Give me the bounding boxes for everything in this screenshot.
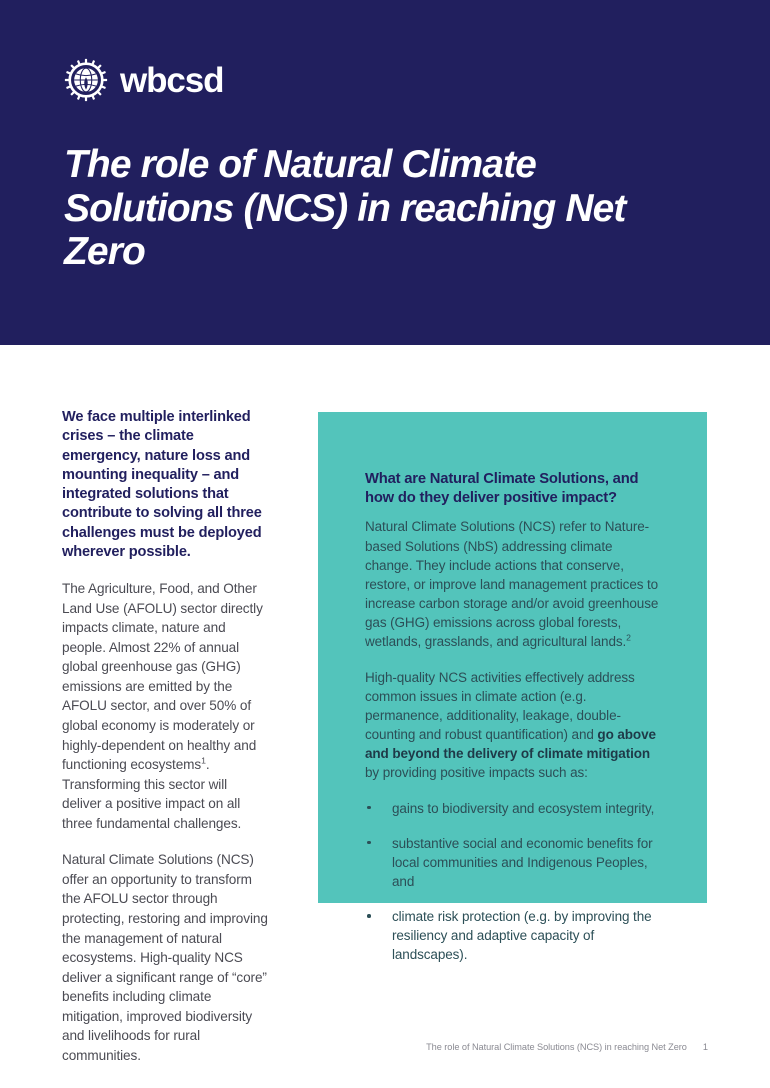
list-item <box>365 834 663 891</box>
callout-paragraph-2 <box>365 668 663 783</box>
footnote-marker-2: 2 <box>626 632 631 643</box>
lead-paragraph: We face multiple interlinked crises – the climate emergency, nature loss and mounting inequality – and integrated solutions that contribute to solving all three challenges must be deployed wherever possible. <box>62 409 262 560</box>
list-item-label: substantive social and economic benefits for local communities and Indigenous Peoples, and <box>392 835 653 889</box>
page-title: The role of Natural Climate Solutions (NCS) in reaching Net Zero <box>64 143 626 274</box>
list-item <box>365 799 663 818</box>
left-text-column <box>62 408 269 1066</box>
list-item-label: gains to biodiversity and ecosystem integrity, <box>392 800 655 816</box>
list-item-label: climate risk protection (e.g. by improving the resiliency and adaptive capacity of landscapes). <box>392 909 652 963</box>
paragraph-text-before: Natural Climate Solutions (NCS) refer to Nature-based Solutions (NbS) addressing climate change. They include actions that conserve, restore, or improve land management practices to increase carbon storage and/or avoid greenhouse gas (GHG) emissions across global forests, wetlands, grasslands, and agricultural lands. <box>365 519 659 650</box>
brand-wordmark: wbcsd <box>120 60 224 100</box>
paragraph-text-before: High-quality NCS activities effectively address common issues in climate action (e.g. permanence, additionality, leakage, double-counting and robust quantification) and <box>365 669 635 743</box>
content-area <box>0 345 770 1088</box>
emphasis-text: go above and beyond the delivery of climate mitigation <box>365 727 656 762</box>
paragraph-text-before: Natural Climate Solutions (NCS) offer an opportunity to transform the AFOLU sector through protecting, restoring and improving the management of natural ecosystems. High-quality NCS deliver a significant range of “core” benefits including climate mitigation, improved biodiversity and livelihoods for rural communities. <box>62 852 268 1063</box>
callout-panel <box>318 412 707 963</box>
footer-page-number: 1 <box>702 1042 708 1052</box>
page-footer <box>0 1042 770 1052</box>
footer-title: The role of Natural Climate Solutions (NCS) in reaching Net Zero <box>426 1042 687 1052</box>
paragraph-text-after: by providing positive impacts such as: <box>365 765 588 781</box>
bullet-dot-icon <box>367 806 371 810</box>
paragraph-text-before: The Agriculture, Food, and Other Land Use (AFOLU) sector directly impacts climate, nature and people. Almost 22% of annual global greenhouse gas (GHG) emissions are emitted by the AFOLU sector, and over 50% of global economy is moderately or highly-dependent on healthy and functioning ecosystems <box>62 581 263 773</box>
benefits-bullet-list <box>365 799 663 965</box>
bullet-dot-icon <box>367 841 371 845</box>
bullet-dot-icon <box>367 914 371 918</box>
brand-logo <box>64 58 223 102</box>
callout-heading: What are Natural Climate Solutions, and how do they deliver positive impact? <box>365 471 639 507</box>
wbcsd-sun-gear-globe-logo-icon <box>64 58 108 102</box>
callout-paragraph-1 <box>365 517 663 651</box>
list-item <box>365 907 663 964</box>
paragraph-text-after: . Transforming this sector will deliver a positive impact on all three fundamental challenges. <box>62 757 242 831</box>
footnote-marker-1: 1 <box>201 755 206 766</box>
body-paragraph-2 <box>62 850 269 1065</box>
header-band <box>0 0 770 345</box>
body-paragraph-1 <box>62 579 269 833</box>
